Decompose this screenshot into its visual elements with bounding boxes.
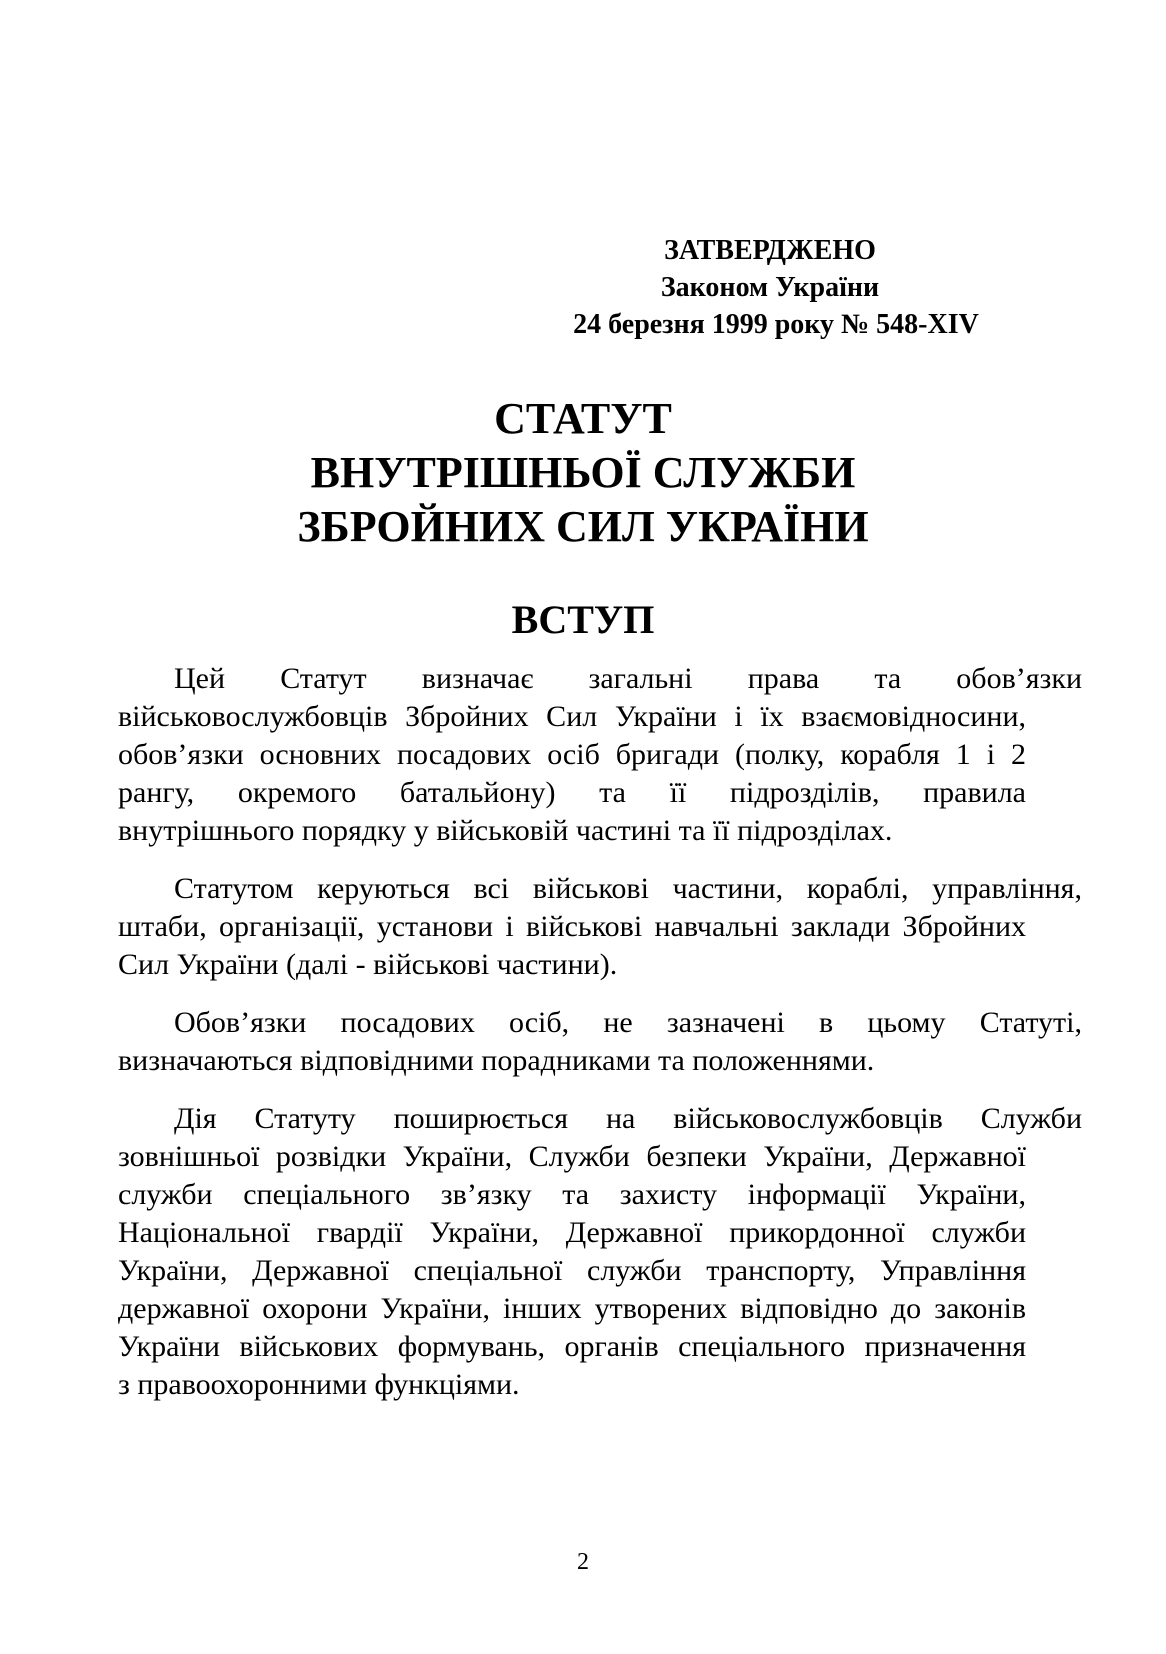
paragraph-line: внутрішнього порядку у військовій частині та її підрозділах. xyxy=(118,814,893,847)
paragraph-line: штаби, організації, установи і військові навчальні заклади Збройних xyxy=(118,910,1026,943)
paragraph-line: Цей Статут визначає загальні права та обов’язки xyxy=(174,662,1082,695)
paragraph xyxy=(118,870,1082,984)
paragraph xyxy=(118,1004,1082,1080)
paragraph-line: Дія Статуту поширюється на військовослужбовців Служби xyxy=(174,1102,1082,1135)
paragraph-gap xyxy=(118,1080,1026,1100)
title-line-1: СТАТУТ xyxy=(494,394,672,443)
section-heading: ВСТУП xyxy=(511,597,655,642)
approval-date-number: 24 березня 1999 року № 548-XIV xyxy=(573,309,979,340)
page-number: 2 xyxy=(577,1549,589,1575)
paragraph-line: рангу, окремого батальйону) та її підрозділів, правила xyxy=(118,776,1026,809)
paragraph-line: Сил України (далі - військові частини). xyxy=(118,948,618,981)
paragraph-line: зовнішньої розвідки України, Служби безпеки України, Державної xyxy=(118,1140,1026,1173)
title-line-3: ЗБРОЙНИХ СИЛ УКРАЇНИ xyxy=(297,502,869,551)
approval-stamp-block xyxy=(540,232,1000,343)
paragraph-line: України, Державної спеціальної служби транспорту, Управління xyxy=(118,1254,1026,1287)
paragraph-line: Національної гвардії України, Державної прикордонної служби xyxy=(118,1216,1026,1249)
paragraph-line: служби спеціального зв’язку та захисту інформації України, xyxy=(118,1178,1026,1211)
paragraph-line: державної охорони України, інших утворених відповідно до законів xyxy=(118,1292,1026,1325)
paragraph xyxy=(118,660,1082,850)
document-title xyxy=(0,392,1166,554)
document-body xyxy=(118,660,1082,1404)
paragraph-gap xyxy=(118,850,1026,870)
paragraph xyxy=(118,1100,1082,1404)
paragraph-line: військовослужбовців Збройних Сил України і їх взаємовідносини, xyxy=(118,700,1026,733)
approval-label: ЗАТВЕРДЖЕНО xyxy=(664,235,876,266)
approval-authority: Законом України xyxy=(660,272,880,303)
paragraph-line: з правоохоронними функціями. xyxy=(118,1368,520,1401)
paragraph-line: Обов’язки посадових осіб, не зазначені в цьому Статуті, xyxy=(174,1006,1082,1039)
paragraph-line: Статутом керуються всі військові частини, кораблі, управління, xyxy=(174,872,1082,905)
paragraph-line: визначаються відповідними порадниками та положеннями. xyxy=(118,1044,875,1077)
paragraph-line: обов’язки основних посадових осіб бригади (полку, корабля 1 і 2 xyxy=(118,738,1026,771)
paragraph-line: України військових формувань, органів спеціального призначення xyxy=(118,1330,1026,1363)
paragraph-gap xyxy=(118,984,1026,1004)
title-line-2: ВНУТРІШНЬОЇ СЛУЖБИ xyxy=(310,448,856,497)
